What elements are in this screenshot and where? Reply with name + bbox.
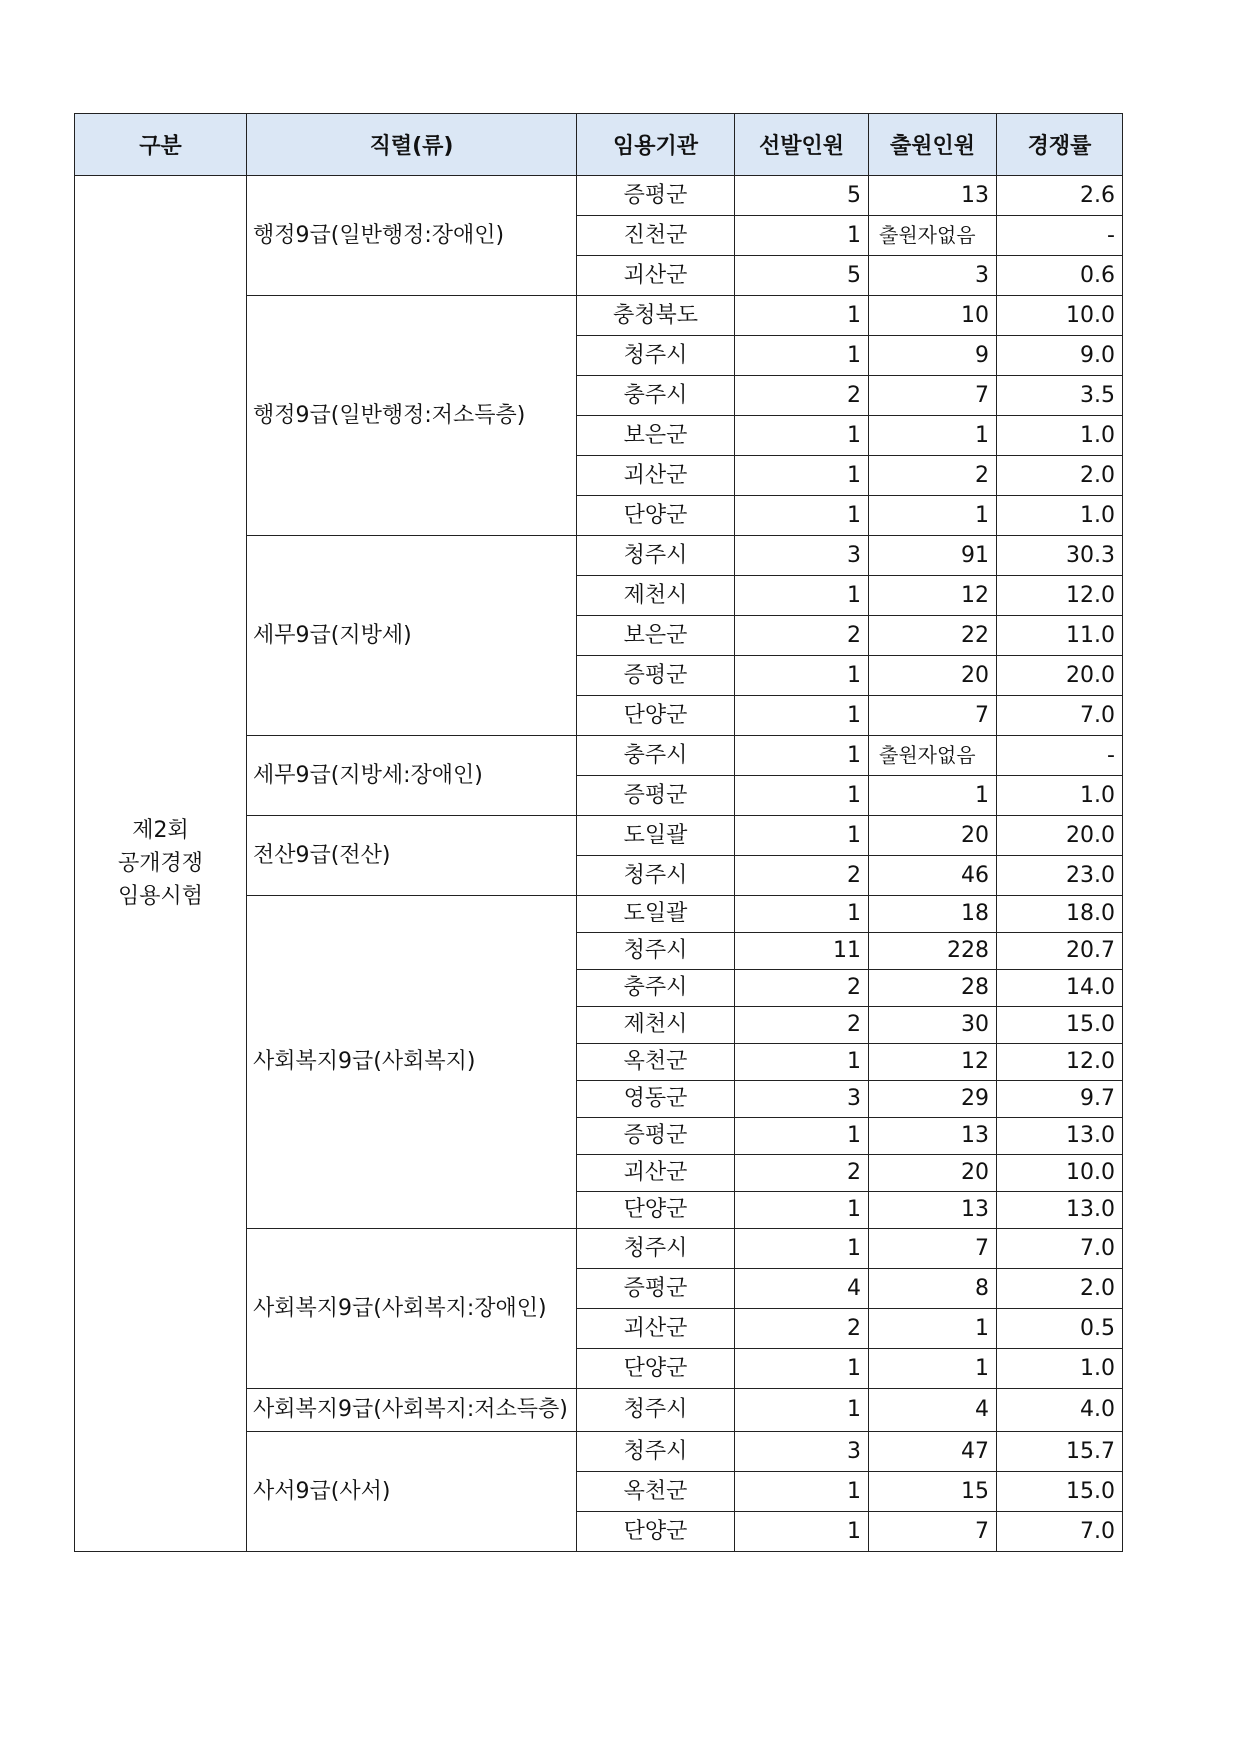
selection-count-cell: 1 [735, 776, 869, 816]
header-competition-rate: 경쟁률 [997, 114, 1123, 176]
competition-rate-cell: 10.0 [997, 296, 1123, 336]
competition-rate-cell: 15.0 [997, 1472, 1123, 1512]
competition-rate-cell: 12.0 [997, 1044, 1123, 1081]
agency-cell: 청주시 [577, 856, 735, 896]
job-series-cell: 사회복지9급(사회복지) [247, 896, 577, 1229]
applicant-count-cell: 30 [869, 1007, 997, 1044]
selection-count-cell: 2 [735, 856, 869, 896]
applicant-count-cell: 9 [869, 336, 997, 376]
selection-count-cell: 3 [735, 1432, 869, 1472]
selection-count-cell: 1 [735, 816, 869, 856]
table-row [75, 176, 1123, 216]
competition-rate-cell: 1.0 [997, 416, 1123, 456]
agency-cell: 청주시 [577, 1432, 735, 1472]
agency-cell: 옥천군 [577, 1472, 735, 1512]
job-series-cell: 전산9급(전산) [247, 816, 577, 896]
selection-count-cell: 2 [735, 1155, 869, 1192]
applicant-count-cell: 29 [869, 1081, 997, 1118]
competition-rate-cell: 13.0 [997, 1118, 1123, 1155]
agency-cell: 청주시 [577, 1229, 735, 1269]
applicant-count-cell: 1 [869, 1309, 997, 1349]
applicant-count-cell: 7 [869, 1512, 997, 1552]
job-series-cell: 세무9급(지방세) [247, 536, 577, 736]
agency-cell: 괴산군 [577, 1155, 735, 1192]
selection-count-cell: 1 [735, 576, 869, 616]
selection-count-cell: 1 [735, 1118, 869, 1155]
selection-count-cell: 1 [735, 896, 869, 933]
agency-cell: 도일괄 [577, 896, 735, 933]
agency-cell: 충청북도 [577, 296, 735, 336]
selection-count-cell: 4 [735, 1269, 869, 1309]
selection-count-cell: 1 [735, 336, 869, 376]
applicant-count-cell: 7 [869, 1229, 997, 1269]
job-series-cell: 사회복지9급(사회복지:저소득층) [247, 1389, 577, 1432]
applicant-count-cell: 228 [869, 933, 997, 970]
competition-rate-cell: 1.0 [997, 776, 1123, 816]
competition-rate-cell: 7.0 [997, 1512, 1123, 1552]
applicant-count-cell: 12 [869, 576, 997, 616]
agency-cell: 충주시 [577, 970, 735, 1007]
applicant-count-cell: 7 [869, 696, 997, 736]
agency-cell: 증평군 [577, 176, 735, 216]
job-series-cell: 사회복지9급(사회복지:장애인) [247, 1229, 577, 1389]
competition-rate-cell: 0.5 [997, 1309, 1123, 1349]
agency-cell: 청주시 [577, 536, 735, 576]
agency-cell: 괴산군 [577, 256, 735, 296]
agency-cell: 증평군 [577, 776, 735, 816]
applicant-count-cell: 4 [869, 1389, 997, 1432]
applicant-count-cell: 20 [869, 1155, 997, 1192]
selection-count-cell: 2 [735, 970, 869, 1007]
competition-rate-cell: 20.0 [997, 816, 1123, 856]
competition-rate-cell: 9.0 [997, 336, 1123, 376]
selection-count-cell: 1 [735, 1472, 869, 1512]
agency-cell: 증평군 [577, 1269, 735, 1309]
selection-count-cell: 5 [735, 176, 869, 216]
applicant-count-cell: 91 [869, 536, 997, 576]
competition-rate-cell: 20.7 [997, 933, 1123, 970]
applicant-count-cell: 20 [869, 656, 997, 696]
agency-cell: 충주시 [577, 736, 735, 776]
applicant-count-cell: 7 [869, 376, 997, 416]
header-applicant-count: 출원인원 [869, 114, 997, 176]
selection-count-cell: 2 [735, 376, 869, 416]
applicant-count-cell: 20 [869, 816, 997, 856]
applicant-count-cell: 15 [869, 1472, 997, 1512]
selection-count-cell: 1 [735, 496, 869, 536]
selection-count-cell: 2 [735, 1007, 869, 1044]
competition-rate-cell: 1.0 [997, 1349, 1123, 1389]
competition-rate-cell: 10.0 [997, 1155, 1123, 1192]
agency-cell: 단양군 [577, 1512, 735, 1552]
applicant-count-cell: 8 [869, 1269, 997, 1309]
job-series-cell: 행정9급(일반행정:저소득층) [247, 296, 577, 536]
competition-rate-cell: 30.3 [997, 536, 1123, 576]
competition-rate-cell: 4.0 [997, 1389, 1123, 1432]
competition-rate-cell: 13.0 [997, 1192, 1123, 1229]
competition-rate-cell: 20.0 [997, 656, 1123, 696]
competition-rate-cell: 11.0 [997, 616, 1123, 656]
agency-cell: 청주시 [577, 933, 735, 970]
selection-count-cell: 1 [735, 696, 869, 736]
competition-rate-cell: 23.0 [997, 856, 1123, 896]
selection-count-cell: 1 [735, 456, 869, 496]
table-body [75, 176, 1123, 1552]
exam-group-label-line: 제2회 [132, 818, 189, 843]
selection-count-cell: 1 [735, 296, 869, 336]
agency-cell: 단양군 [577, 696, 735, 736]
competition-rate-cell: 15.0 [997, 1007, 1123, 1044]
agency-cell: 단양군 [577, 1349, 735, 1389]
selection-count-cell: 2 [735, 1309, 869, 1349]
competition-rate-cell: 2.0 [997, 456, 1123, 496]
competition-rate-cell: 0.6 [997, 256, 1123, 296]
competition-rate-cell: 9.7 [997, 1081, 1123, 1118]
selection-count-cell: 1 [735, 1389, 869, 1432]
agency-cell: 영동군 [577, 1081, 735, 1118]
competition-rate-cell: 18.0 [997, 896, 1123, 933]
agency-cell: 단양군 [577, 1192, 735, 1229]
applicant-count-cell: 1 [869, 776, 997, 816]
competition-rate-cell: 12.0 [997, 576, 1123, 616]
selection-count-cell: 5 [735, 256, 869, 296]
job-series-cell: 행정9급(일반행정:장애인) [247, 176, 577, 296]
agency-cell: 괴산군 [577, 456, 735, 496]
applicant-count-cell: 12 [869, 1044, 997, 1081]
applicant-count-cell: 18 [869, 896, 997, 933]
applicant-count-cell: 10 [869, 296, 997, 336]
competition-rate-cell: 15.7 [997, 1432, 1123, 1472]
competition-rate-cell: 7.0 [997, 1229, 1123, 1269]
selection-count-cell: 1 [735, 1512, 869, 1552]
applicant-count-cell: 13 [869, 1118, 997, 1155]
agency-cell: 제천시 [577, 576, 735, 616]
selection-count-cell: 1 [735, 656, 869, 696]
exam-group-label-line: 공개경쟁 [117, 851, 203, 876]
competition-rate-cell: 1.0 [997, 496, 1123, 536]
applicant-count-cell: 출원자없음 [869, 216, 997, 256]
agency-cell: 괴산군 [577, 1309, 735, 1349]
agency-cell: 도일괄 [577, 816, 735, 856]
exam-group-cell [75, 176, 247, 1552]
agency-cell: 단양군 [577, 496, 735, 536]
selection-count-cell: 1 [735, 1349, 869, 1389]
applicant-count-cell: 22 [869, 616, 997, 656]
header-appointing-agency: 임용기관 [577, 114, 735, 176]
applicant-count-cell: 28 [869, 970, 997, 1007]
agency-cell: 보은군 [577, 416, 735, 456]
applicant-count-cell: 47 [869, 1432, 997, 1472]
agency-cell: 증평군 [577, 1118, 735, 1155]
competition-rate-cell: 2.0 [997, 1269, 1123, 1309]
agency-cell: 옥천군 [577, 1044, 735, 1081]
selection-count-cell: 11 [735, 933, 869, 970]
applicant-count-cell: 13 [869, 176, 997, 216]
applicant-count-cell: 46 [869, 856, 997, 896]
agency-cell: 보은군 [577, 616, 735, 656]
job-series-cell: 사서9급(사서) [247, 1432, 577, 1552]
agency-cell: 제천시 [577, 1007, 735, 1044]
applicant-count-cell: 2 [869, 456, 997, 496]
selection-count-cell: 1 [735, 736, 869, 776]
competition-rate-cell: 3.5 [997, 376, 1123, 416]
header-row [75, 114, 1123, 176]
selection-count-cell: 2 [735, 616, 869, 656]
agency-cell: 청주시 [577, 336, 735, 376]
header-selection-count: 선발인원 [735, 114, 869, 176]
competition-rate-cell: 2.6 [997, 176, 1123, 216]
applicant-count-cell: 1 [869, 496, 997, 536]
competition-rate-cell: 14.0 [997, 970, 1123, 1007]
exam-group-label-line: 임용시험 [117, 884, 203, 909]
header-category: 구분 [75, 114, 247, 176]
selection-count-cell: 3 [735, 1081, 869, 1118]
competition-rate-cell: - [997, 736, 1123, 776]
applicant-count-cell: 13 [869, 1192, 997, 1229]
agency-cell: 진천군 [577, 216, 735, 256]
selection-count-cell: 1 [735, 1192, 869, 1229]
applicant-count-cell: 출원자없음 [869, 736, 997, 776]
competition-rate-cell: - [997, 216, 1123, 256]
job-series-cell: 세무9급(지방세:장애인) [247, 736, 577, 816]
competition-rate-cell: 7.0 [997, 696, 1123, 736]
applicant-count-cell: 3 [869, 256, 997, 296]
competition-rate-table [74, 113, 1123, 1552]
header-job-series: 직렬(류) [247, 114, 577, 176]
applicant-count-cell: 1 [869, 416, 997, 456]
selection-count-cell: 1 [735, 216, 869, 256]
agency-cell: 증평군 [577, 656, 735, 696]
selection-count-cell: 1 [735, 1044, 869, 1081]
selection-count-cell: 1 [735, 1229, 869, 1269]
agency-cell: 충주시 [577, 376, 735, 416]
selection-count-cell: 3 [735, 536, 869, 576]
selection-count-cell: 1 [735, 416, 869, 456]
applicant-count-cell: 1 [869, 1349, 997, 1389]
agency-cell: 청주시 [577, 1389, 735, 1432]
